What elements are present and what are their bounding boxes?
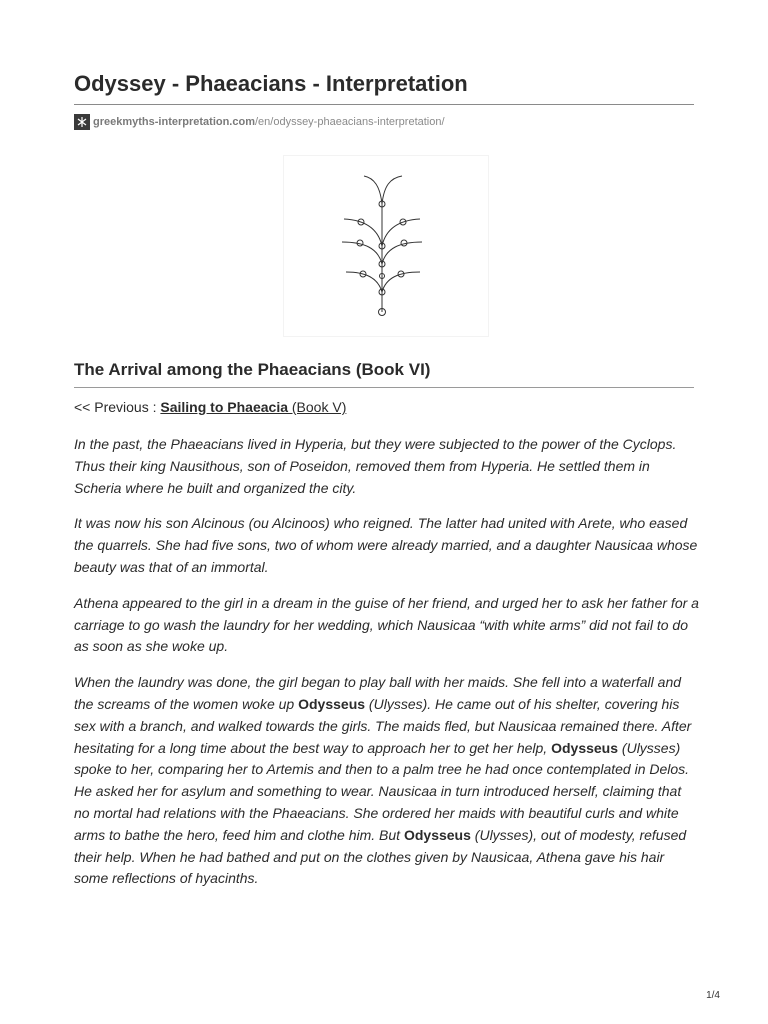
paragraph-1: In the past, the Phaeacians lived in Hyperia, but they were subjected to the power of the Cyclops. Thus their king Nausithous, son of Poseidon, removed them from Hyperia. He settled them in Scheria where he built and organized the city. [74, 436, 677, 496]
section-title: The Arrival among the Phaeacians (Book VI) [74, 360, 694, 388]
previous-link-title[interactable]: Sailing to Phaeacia [160, 399, 288, 415]
page-title: Odyssey - Phaeacians - Interpretation [74, 71, 694, 105]
article-body [74, 434, 699, 904]
source-url[interactable] [74, 114, 445, 130]
page-number: 1/4 [706, 990, 720, 1001]
previous-link-book[interactable]: (Book V) [288, 399, 347, 415]
p4-text-4: (Ulysses), out of modesty, refused their help. When he had bathed and put on the clothes given by Nausicaa, Athena gave his hair some reflections of hyacinths. [74, 826, 687, 887]
p4-odysseus-2: Odysseus [551, 739, 619, 756]
previous-link[interactable] [160, 399, 346, 415]
p4-text-3: (Ulysses) spoke to her, comparing her to Artemis and then to a palm tree he had once contemplated in Delos. He asked her for asylum and something to wear. Nausicaa in turn introduced herself, claiming that no mortal had relations with the Phaeacians. She ordered her maids with beautiful curls and white arms to bathe the hero, feed him and clothe him. But [74, 739, 690, 843]
p4-text-2: (Ulysses). He came out of his shelter, covering his sex with a branch, and walked towards the girls. The maids fled, but Nausicaa remained there. After hesitating for a long time about the best way to approach her to get her help, [74, 695, 692, 756]
source-path[interactable]: /en/odyssey-phaeacians-interpretation/ [254, 116, 445, 128]
source-domain[interactable]: greekmyths-interpretation.com [93, 116, 255, 128]
paragraph-2: It was now his son Alcinous (ou Alcinoos) who reigned. The latter had united with Arete, who eased the quarrels. She had five sons, two of whom were already married, and a daughter Nausicaa whose beauty was that of an immortal. [74, 515, 698, 575]
symbol-figure [283, 155, 489, 337]
tree-symbol-icon [284, 156, 488, 336]
p4-odysseus-1: Odysseus [298, 695, 366, 712]
p4-text-1: When the laundry was done, the girl began to play ball with her maids. She fell into a waterfall and the screams of the women woke up [74, 674, 682, 712]
site-logo-icon [74, 114, 90, 130]
previous-nav [74, 399, 346, 415]
paragraph-3: Athena appeared to the girl in a dream in the guise of her friend, and urged her to ask her father for a carriage to go wash the laundry for her wedding, which Nausicaa “with white arms” did not fail to do as soon as she woke up. [74, 594, 699, 655]
paragraph-4 [74, 672, 699, 890]
p4-odysseus-3: Odysseus [403, 826, 471, 843]
previous-prefix: << Previous : [74, 399, 161, 415]
